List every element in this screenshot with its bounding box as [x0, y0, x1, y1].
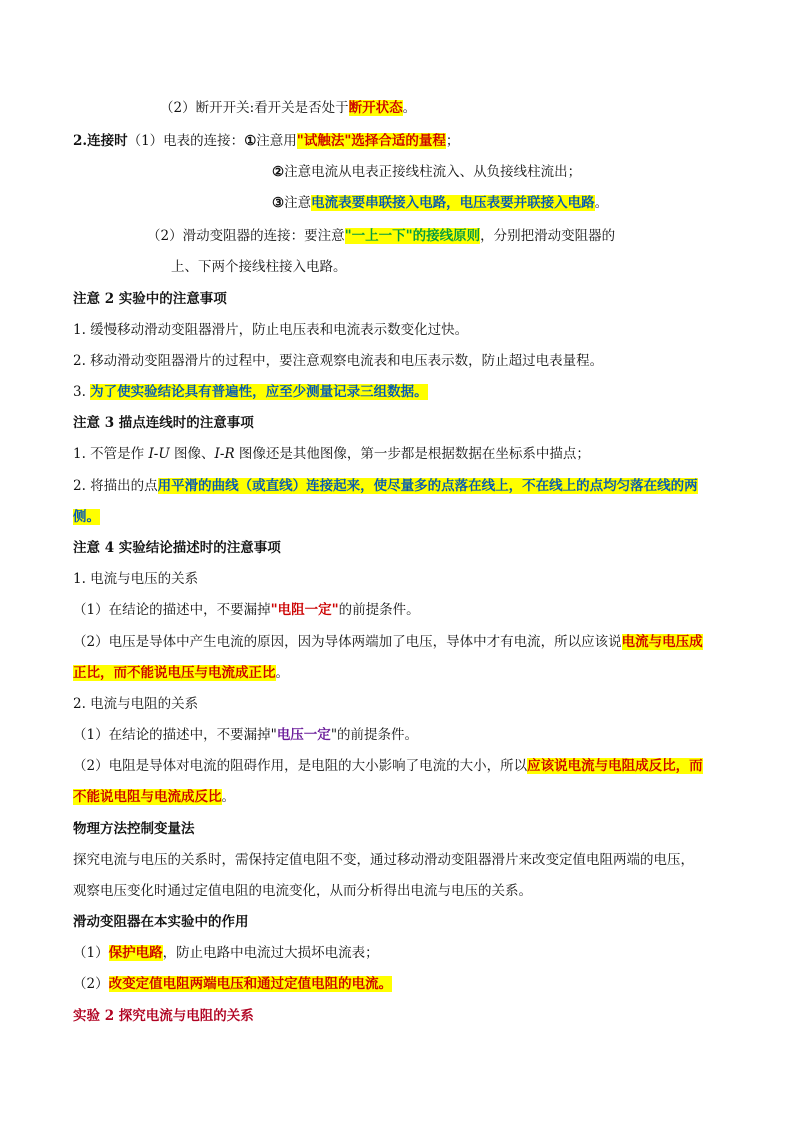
switch-off-line	[160, 98, 416, 118]
item-number: 3.	[73, 384, 91, 400]
trial-touch-highlight: "试触法"选择合适的量程	[296, 133, 446, 149]
note4-sub1-item2	[73, 632, 703, 652]
inverse-proportion-highlight: 应该说电流与电阻成反比，而	[527, 758, 703, 774]
rheostat-role-2	[73, 974, 392, 994]
c2-text: 注意电流从电表正接线柱流入、从负接线柱流出；	[284, 164, 582, 180]
switch-off-highlight: 断开状态	[348, 100, 403, 116]
ir-label: I-R	[214, 446, 235, 462]
note3-item-2	[73, 476, 698, 496]
c1-text: 注意用	[256, 133, 297, 149]
iu-label: I-U	[148, 446, 170, 462]
punct: 。	[221, 789, 235, 805]
meter-connection-line	[73, 131, 459, 151]
note2-heading: 注意 2 实验中的注意事项	[73, 291, 227, 307]
note3-item1-text: 图像、	[169, 446, 215, 462]
note4-sub-1: 1. 电流与电压的关系	[73, 571, 199, 587]
one-up-one-down-highlight: "一上一下"的接线原则	[344, 228, 481, 244]
rheostat-role-heading: 滑动变阻器在本实验中的作用	[73, 914, 249, 930]
resistance-constant-bold: "电阻一定"	[270, 602, 339, 618]
method-line-1: 探究电流与电压的关系时，需保持定值电阻不变，通过移动滑动变阻器滑片来改变定值电阻两端的电压，	[73, 852, 694, 868]
note2-item-3	[73, 382, 428, 402]
rheostat-connection-suffix: ，分别把滑动变阻器的	[480, 228, 616, 244]
circled-3: ③	[272, 195, 285, 211]
text: "的前提条件。	[330, 727, 419, 743]
series-parallel-highlight: 电流表要串联接入电路，电压表要并联接入电路	[311, 195, 595, 211]
text: （2）电压是导体中产生电流的原因，因为导体两端加了电压，导体中才有电流，所以应该说	[73, 634, 622, 650]
note4-sub2-item2-cont	[73, 787, 235, 807]
circled-1: ①	[244, 133, 257, 149]
text: 的前提条件。	[338, 602, 420, 618]
punct: 。	[275, 665, 289, 681]
rheostat-connection-line	[147, 226, 615, 246]
note3-item-1	[73, 444, 590, 464]
experiment2-heading: 实验 2 探究电流与电阻的关系	[73, 1008, 254, 1024]
text: （2）	[73, 976, 109, 992]
switch-off-text: （2）断开开关:看开关是否处于	[160, 100, 349, 116]
method-heading: 物理方法控制变量法	[73, 821, 195, 837]
text: （1）在结论的描述中，不要漏掉"	[73, 727, 277, 743]
text: （2）电阻是导体对电流的阻碍作用，是电阻的大小影响了电流的大小，所以	[73, 758, 528, 774]
current-direction-line	[272, 162, 581, 182]
note2-item-2: 2. 移动滑动变阻器滑片的过程中，要注意观察电流表和电压表示数，防止超过电表量程。	[73, 353, 604, 369]
protect-circuit-highlight: 保护电路	[108, 945, 163, 961]
c3-text: 注意	[284, 195, 312, 211]
note2-item-1: 1. 缓慢移动滑动变阻器滑片，防止电压表和电流表示数变化过快。	[73, 322, 469, 338]
punct: 。	[402, 100, 417, 116]
connection-lead: 2.连接时	[73, 133, 128, 149]
note3-item1-text: 1. 不管是作	[73, 446, 149, 462]
note4-heading: 注意 4 实验结论描述时的注意事项	[73, 540, 281, 556]
note4-sub1-item2-cont	[73, 663, 289, 683]
note4-sub1-item1	[73, 600, 420, 620]
note3-item2-text: 2. 将描出的点	[73, 478, 158, 494]
inverse-proportion-highlight-cont: 不能说电阻与电流成反比	[73, 789, 222, 805]
circled-2: ②	[272, 164, 285, 180]
punct: 。	[594, 195, 609, 211]
meter-connection-label: （1）电表的连接：	[127, 133, 245, 149]
change-voltage-highlight: 改变定值电阻两端电压和通过定值电阻的电流。	[108, 976, 393, 992]
series-parallel-line	[272, 193, 608, 213]
rheostat-role-1	[73, 943, 379, 963]
rheostat-connection-line2: 上、下两个接线柱接入电路。	[171, 259, 347, 275]
note4-sub-2: 2. 电流与电阻的关系	[73, 696, 199, 712]
note3-heading: 注意 3 描点连线时的注意事项	[73, 415, 254, 431]
method-line-2: 观察电压变化时通过定值电阻的电流变化，从而分析得出电流与电压的关系。	[73, 883, 532, 899]
smooth-curve-highlight: 用平滑的曲线（或直线）连接起来，使尽量多的点落在线上，不在线上的点均匀落在线的两	[157, 478, 698, 494]
note4-sub2-item2	[73, 756, 703, 776]
punct: ；	[445, 133, 460, 149]
text: （1）	[73, 945, 109, 961]
voltage-constant-bold: 电压一定	[276, 727, 331, 743]
smooth-curve-highlight-cont: 侧。	[73, 509, 100, 525]
text: ，防止电路中电流过大损坏电流表；	[162, 945, 379, 961]
note3-item-2-cont	[73, 507, 100, 527]
text: （1）在结论的描述中，不要漏掉	[73, 602, 271, 618]
direct-proportion-highlight: 电流与电压成	[621, 634, 703, 650]
rheostat-connection-text: （2）滑动变阻器的连接：要注意	[147, 228, 345, 244]
note4-sub2-item1	[73, 725, 418, 745]
note2-item3-highlight: 为了使实验结论具有普遍性，应至少测量记录三组数据。	[90, 384, 428, 400]
direct-proportion-highlight-cont: 正比，而不能说电压与电流成正比	[73, 665, 276, 681]
note3-item1-text: 图像还是其他图像，第一步都是根据数据在坐标系中描点；	[234, 446, 590, 462]
